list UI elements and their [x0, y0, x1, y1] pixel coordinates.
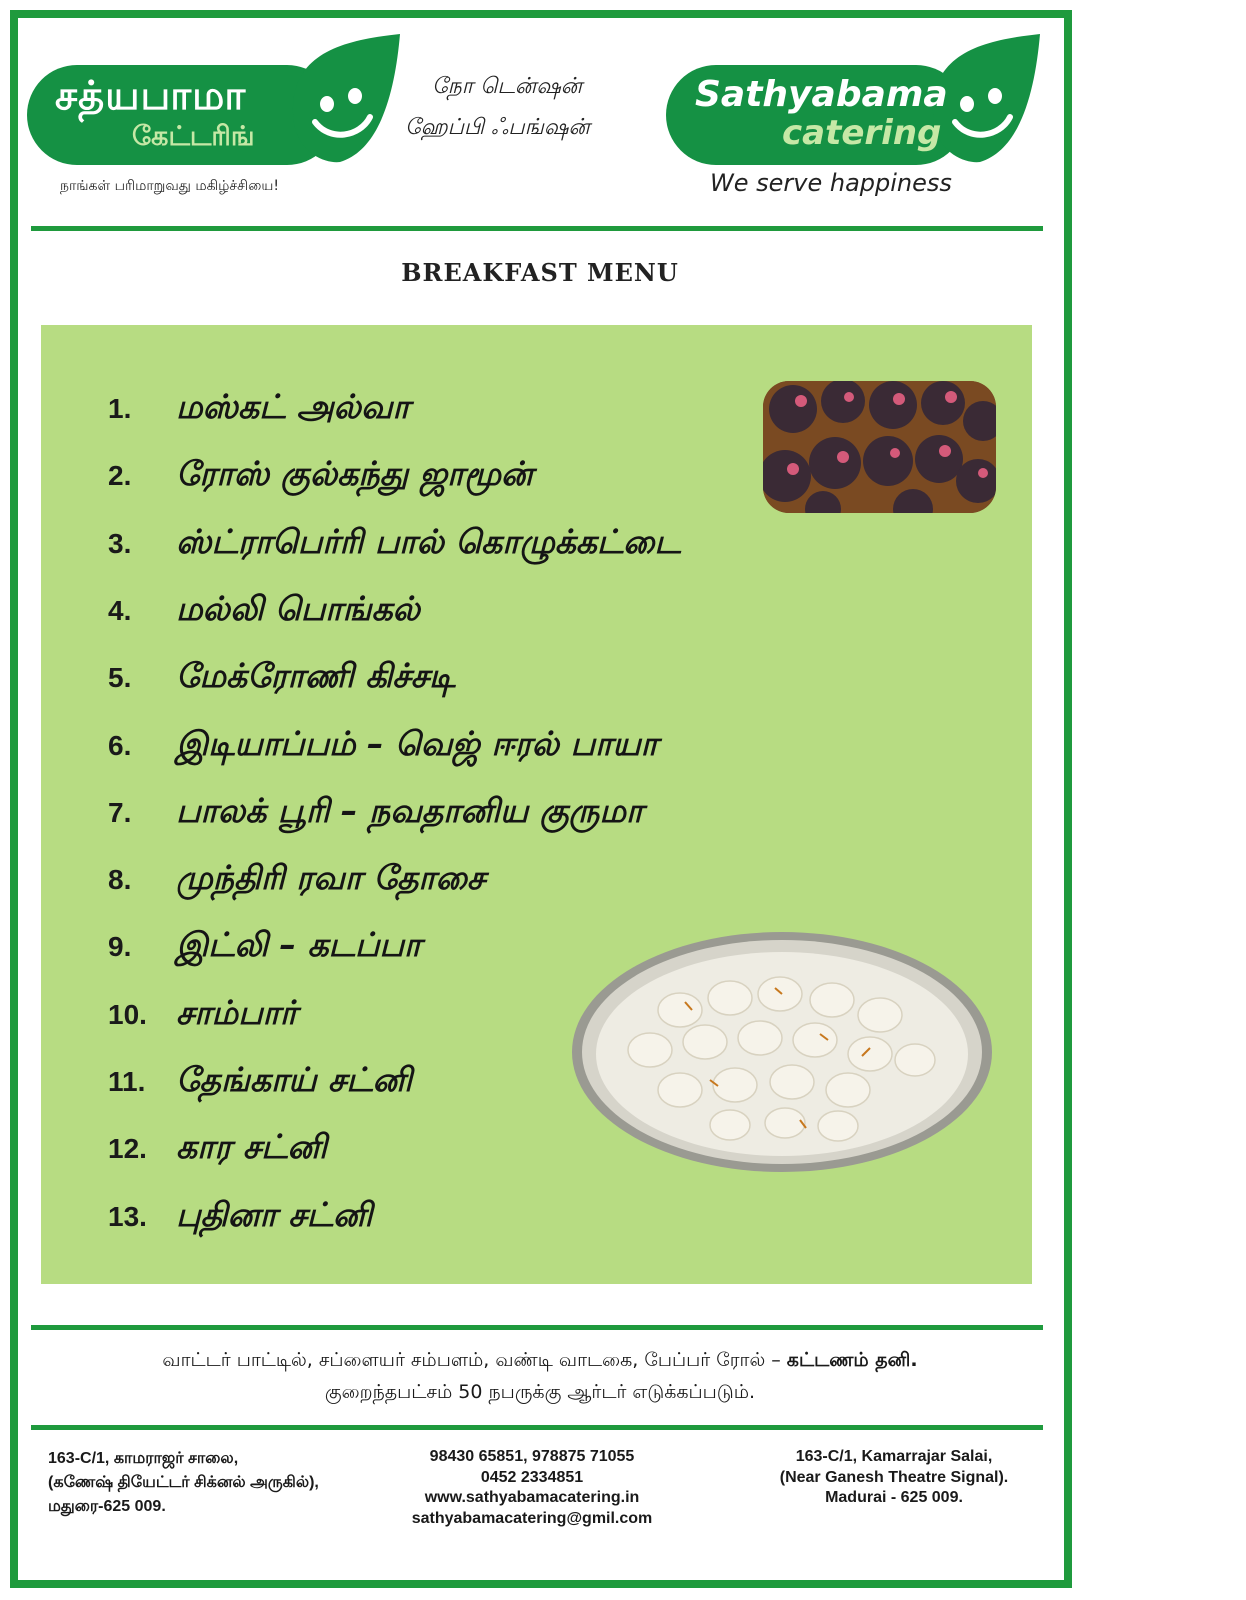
- minimum-order-note: குறைந்தபட்சம் 50 நபருக்கு ஆர்டர் எடுக்கப்படும்.: [324, 1381, 756, 1403]
- menu-item-number: 9.: [108, 931, 132, 963]
- footer-address-tamil: [48, 1447, 319, 1519]
- menu-item-number: 7.: [108, 796, 132, 828]
- menu-title: BREAKFAST MENU: [401, 258, 679, 287]
- menu-item-label: மல்லி பொங்கல்: [176, 588, 420, 628]
- english-logo-line2: catering: [782, 113, 942, 153]
- menu-item: [108, 514, 681, 574]
- smiley-leaf-icon: [285, 32, 405, 167]
- menu-item-number: 4.: [108, 594, 132, 626]
- menu-item-label: மேக்ரோணி கிச்சடி: [176, 656, 456, 696]
- menu-item: [108, 783, 643, 843]
- footer-address-english-line: Madurai - 625 009.: [825, 1489, 963, 1506]
- menu-item-number: 3.: [108, 527, 132, 559]
- menu-item: [108, 716, 658, 776]
- footer-address-tamil-line: (கணேஷ் தியேட்டர் சிக்னல் அருகில்),: [48, 1474, 319, 1491]
- tamil-logo-line2: கேட்டரிங்: [132, 121, 255, 152]
- menu-item-number: 1.: [108, 393, 132, 424]
- menu-item-label: இட்லி – கடப்பா: [176, 925, 422, 965]
- tamil-tagline: நாங்கள் பரிமாறுவது மகிழ்ச்சியை!: [60, 178, 279, 194]
- menu-item-label: இடியாப்பம் – வெஜ் ஈரல் பாயா: [176, 723, 658, 763]
- slogan-line1: நோ டென்ஷன்: [432, 74, 583, 99]
- note-divider-top: [31, 1325, 1043, 1330]
- menu-item-label: புதினா சட்னி: [176, 1194, 373, 1234]
- footer-address-tamil-line: 163-C/1, காமராஜர் சாலை,: [48, 1450, 239, 1467]
- footer-address-tamil-line: மதுரை-625 009.: [48, 1498, 166, 1515]
- footer-address-english-line: 163-C/1, Kamarrajar Salai,: [795, 1448, 993, 1465]
- footer-address-english: [744, 1447, 1044, 1509]
- menu-item-label: கார சட்னி: [176, 1127, 327, 1167]
- menu-item: [108, 379, 410, 439]
- menu-item: [108, 446, 533, 506]
- footer-contact: [382, 1447, 682, 1529]
- menu-item-number: 12.: [108, 1133, 147, 1165]
- menu-item-number: 8.: [108, 864, 132, 896]
- gulab-jamun-photo: [763, 381, 996, 513]
- footer-landline: 0452 2334851: [480, 1468, 584, 1486]
- menu-item: [108, 850, 485, 910]
- menu-item: [108, 985, 297, 1045]
- header-divider: [31, 226, 1043, 231]
- menu-item-label: பாலக் பூரி – நவதானிய குருமா: [176, 790, 644, 830]
- menu-item: [108, 1119, 327, 1179]
- menu-item: [108, 648, 455, 708]
- menu-item-label: மஸ்கட் அல்வா: [176, 387, 410, 426]
- footer-divider: [31, 1425, 1043, 1430]
- menu-item-number: 5.: [108, 662, 132, 694]
- menu-item: [108, 581, 420, 641]
- menu-item-number: 6.: [108, 729, 132, 761]
- english-logo-line1: Sathyabama: [695, 74, 948, 115]
- menu-item-number: 13.: [108, 1200, 147, 1232]
- tamil-logo-line1: சத்யபாமா: [55, 73, 247, 119]
- footer-address-english-line: (Near Ganesh Theatre Signal).: [779, 1468, 1009, 1486]
- menu-item: [108, 917, 421, 977]
- footer-phones: 98430 65851, 978875 71055: [429, 1448, 635, 1465]
- charges-note: [0, 1349, 1080, 1374]
- rasmalai-bowl-photo: [570, 930, 995, 1175]
- menu-item-number: 2.: [108, 460, 132, 492]
- menu-item-label: தேங்காய் சட்னி: [176, 1060, 412, 1099]
- menu-item-label: ரோஸ் குல்கந்து ஜாமூன்: [176, 454, 533, 494]
- menu-item-label: முந்திரி ரவா தோசை: [176, 858, 486, 898]
- menu-item-number: 10.: [108, 998, 147, 1030]
- charges-note-bold: கட்டணம் தனி.: [786, 1349, 918, 1371]
- menu-item: [108, 1052, 412, 1112]
- menu-item-label: சாம்பார்: [176, 992, 298, 1032]
- slogan-line2: ஹேப்பி ஃபங்ஷன்: [405, 115, 590, 140]
- menu-item: [108, 1187, 372, 1247]
- english-tagline: We serve happiness: [710, 169, 952, 197]
- menu-item-number: 11.: [108, 1066, 146, 1097]
- footer-email-link[interactable]: sathyabamacatering@gmil.com: [411, 1509, 653, 1527]
- footer-website-link[interactable]: www.sathyabamacatering.in: [424, 1489, 640, 1506]
- charges-note-text: வாட்டர் பாட்டில், சப்ளையர் சம்பளம், வண்டி வாடகை, பேப்பர் ரோல் –: [162, 1349, 787, 1371]
- menu-item-label: ஸ்ட்ராபெர்ரி பால் கொழுக்கட்டை: [176, 521, 681, 561]
